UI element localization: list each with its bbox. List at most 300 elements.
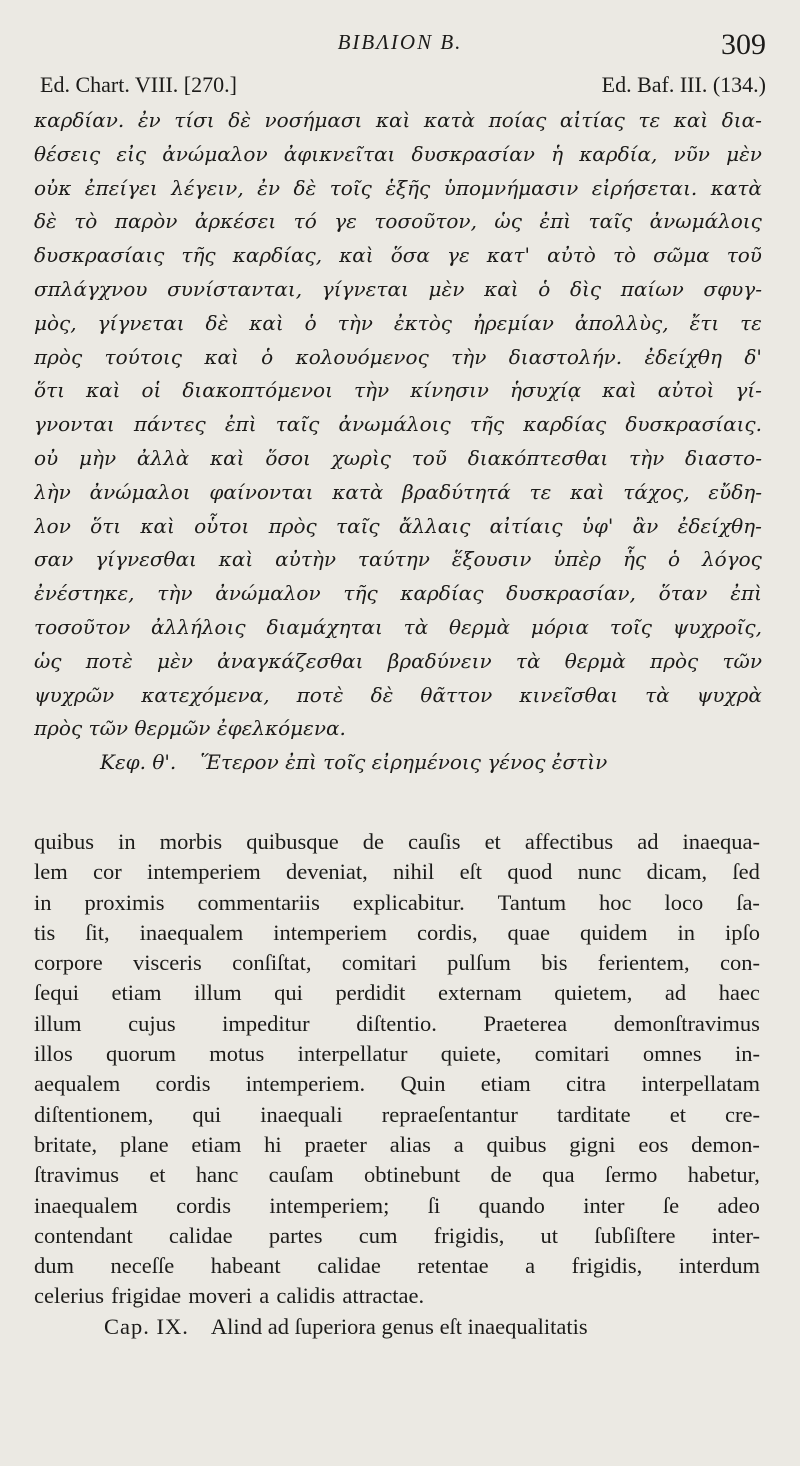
word: ἀλλὰ bbox=[136, 445, 190, 470]
word: motus bbox=[209, 1041, 265, 1067]
word: interpellatam bbox=[641, 1071, 760, 1097]
word: Praeterea bbox=[483, 1010, 568, 1036]
greek-line bbox=[34, 172, 762, 206]
word: ἀρκέσει bbox=[194, 209, 277, 234]
word: ſtravimus bbox=[34, 1162, 119, 1188]
word: τε bbox=[740, 310, 762, 335]
word: repraeſentantur bbox=[381, 1101, 518, 1127]
word: τοῖς bbox=[329, 175, 372, 200]
word: ὡς bbox=[494, 209, 522, 234]
word: comitari bbox=[341, 950, 417, 976]
word: cordis, bbox=[416, 919, 478, 945]
word: καὶ bbox=[218, 547, 254, 572]
word: πάντες bbox=[133, 412, 206, 437]
word: διαμάχηται bbox=[266, 614, 383, 639]
word: in bbox=[118, 829, 136, 854]
greek-line bbox=[34, 341, 762, 375]
latin-line bbox=[34, 1039, 760, 1069]
word: eos bbox=[638, 1131, 669, 1157]
word: θέσεις bbox=[34, 141, 101, 166]
word: γί- bbox=[735, 378, 762, 403]
word: γίγνεται bbox=[321, 276, 409, 301]
word: ὁ bbox=[668, 547, 681, 572]
word: quibusque bbox=[246, 829, 339, 854]
word: διαστο- bbox=[685, 445, 762, 470]
word: τὴν bbox=[337, 310, 373, 335]
word: γνονται bbox=[34, 412, 115, 437]
word: diſtentionem, bbox=[34, 1101, 154, 1127]
word: ſit, bbox=[85, 919, 110, 945]
page-number: 309 bbox=[721, 28, 766, 61]
latin-line bbox=[34, 857, 760, 887]
word: ἐκτὸς bbox=[393, 310, 452, 335]
word: impeditur bbox=[222, 1010, 310, 1036]
word: διακοπτόμενοι bbox=[182, 378, 333, 403]
word: καὶ bbox=[85, 378, 121, 403]
word: ἂν bbox=[632, 513, 659, 538]
word: demonſtravimus bbox=[613, 1010, 760, 1036]
word: καὶ bbox=[673, 108, 709, 132]
word: δυσκρασίαν bbox=[411, 141, 535, 166]
word: ψυχρὰ bbox=[696, 682, 762, 707]
greek-line bbox=[34, 442, 762, 476]
word: λον bbox=[34, 513, 71, 538]
word: explicabitur. bbox=[352, 889, 465, 915]
word: νοσήμασι bbox=[264, 108, 363, 132]
word: hi bbox=[264, 1131, 282, 1157]
word: ὁ bbox=[538, 276, 551, 301]
word: comitari bbox=[534, 1041, 610, 1067]
greek-line bbox=[34, 307, 762, 341]
word: ψυχρῶν bbox=[34, 682, 115, 707]
latin-line bbox=[34, 1251, 760, 1281]
word: ἡ bbox=[551, 141, 564, 166]
word: neceſſe bbox=[110, 1253, 175, 1279]
word: a bbox=[525, 1253, 536, 1279]
word: praeter bbox=[304, 1131, 367, 1157]
word: cauſis bbox=[408, 829, 461, 854]
word: ἀνωμάλοις bbox=[649, 209, 762, 234]
word: ἀνώμαλον bbox=[215, 581, 321, 606]
word: τε bbox=[529, 479, 552, 504]
word: ταῖς bbox=[336, 513, 380, 538]
word: οὐ bbox=[34, 445, 59, 470]
word: ὑπομνήμασιν bbox=[443, 175, 579, 200]
word: τὴν bbox=[353, 378, 390, 403]
word: ἡσυχίᾳ bbox=[509, 378, 582, 403]
word: ἐπὶ bbox=[224, 412, 257, 437]
word: ὑπὲρ bbox=[553, 547, 602, 572]
word: ἀνώμαλοι bbox=[89, 479, 191, 504]
word: frigidis, bbox=[433, 1222, 505, 1248]
word: χωρὶς bbox=[331, 445, 391, 470]
greek-line bbox=[34, 679, 762, 713]
latin-line bbox=[34, 1160, 760, 1190]
word: λέγειν, bbox=[171, 175, 244, 200]
word: δὲ bbox=[293, 175, 317, 200]
word: καὶ bbox=[339, 243, 374, 268]
word: cordis bbox=[176, 1192, 232, 1218]
word: plane bbox=[119, 1131, 169, 1157]
word: ἐφελκόμενα. bbox=[216, 716, 346, 741]
word: κινεῖσθαι bbox=[519, 682, 619, 707]
word: et bbox=[669, 1101, 686, 1127]
word: retentae bbox=[417, 1253, 489, 1279]
word: μὲν bbox=[428, 276, 465, 301]
word: ſa- bbox=[736, 889, 760, 915]
word: quae bbox=[507, 919, 551, 945]
word: καὶ bbox=[210, 445, 245, 470]
word: τίσι bbox=[174, 108, 215, 132]
word: καὶ bbox=[249, 310, 284, 335]
word: μὲν bbox=[726, 141, 762, 166]
word: deveniat, bbox=[285, 859, 368, 885]
word: δὲ bbox=[34, 209, 57, 234]
word: τάχος, bbox=[623, 479, 690, 504]
word: εὔδη- bbox=[708, 479, 762, 504]
word: quod bbox=[507, 859, 553, 885]
word: βραδύτητά bbox=[402, 479, 511, 504]
word: καὶ bbox=[570, 479, 605, 504]
word: τὰ bbox=[645, 682, 670, 707]
word: Tantum bbox=[497, 889, 567, 915]
word: obtinebunt bbox=[363, 1162, 461, 1188]
word: ſubſiſtere bbox=[594, 1222, 676, 1248]
word: ἐδείχθη bbox=[644, 344, 722, 369]
word: αὐτὸ bbox=[547, 243, 596, 268]
word: τὴν bbox=[629, 445, 665, 470]
word: qui bbox=[274, 980, 303, 1006]
word: ἕξουσιν bbox=[451, 547, 532, 572]
latin-line bbox=[34, 888, 760, 918]
word: illos bbox=[34, 1041, 73, 1067]
latin-line bbox=[34, 918, 760, 948]
latin-text-block bbox=[34, 827, 760, 1342]
word: δια- bbox=[721, 108, 762, 132]
word: τὸ bbox=[74, 209, 98, 234]
word: partes bbox=[268, 1222, 323, 1248]
word: ſi bbox=[427, 1192, 441, 1218]
word: etiam bbox=[480, 1071, 531, 1097]
word: παρὸν bbox=[114, 209, 178, 234]
word: ἐνέστηκε, bbox=[34, 581, 135, 606]
word: κατὰ bbox=[423, 108, 476, 132]
word: δὲ bbox=[370, 682, 394, 707]
latin-line bbox=[34, 1221, 760, 1251]
word: ὅσοι bbox=[265, 445, 311, 470]
word: τούτοις bbox=[104, 344, 182, 369]
word: ταῖς bbox=[275, 412, 320, 437]
word: ποίας bbox=[488, 108, 547, 132]
word: ἄλλαις bbox=[398, 513, 471, 538]
latin-chapter-opening: Alind ad ſuperiora genus eſt inaequalitatis bbox=[210, 1313, 588, 1339]
word: interpellatur bbox=[297, 1041, 408, 1067]
word: conſiſtat, bbox=[232, 950, 312, 976]
word: gigni bbox=[569, 1131, 616, 1157]
word: σφυγ- bbox=[703, 276, 762, 301]
greek-line bbox=[34, 408, 762, 442]
word: ut bbox=[540, 1222, 559, 1248]
word: omnes bbox=[642, 1041, 702, 1067]
word: πρὸς bbox=[34, 344, 83, 369]
word: αὐτὴν bbox=[275, 547, 337, 572]
word: δυσκρασίαις. bbox=[625, 412, 762, 437]
word: attractae. bbox=[342, 1283, 425, 1309]
word: καὶ bbox=[602, 378, 637, 403]
word: δὶς bbox=[569, 276, 602, 301]
greek-line bbox=[34, 645, 762, 679]
word: haec bbox=[718, 980, 760, 1006]
word: τοῖς bbox=[609, 614, 652, 639]
word: τὰ bbox=[515, 648, 541, 673]
word: etiam bbox=[191, 1131, 242, 1157]
latin-line bbox=[34, 1191, 760, 1221]
latin-line bbox=[34, 1009, 760, 1039]
greek-line bbox=[34, 611, 762, 645]
word: τὴν bbox=[157, 581, 193, 606]
word: dum bbox=[34, 1253, 75, 1279]
word: illum bbox=[34, 1010, 82, 1036]
word: θᾶττον bbox=[420, 682, 493, 707]
word: κατὰ bbox=[332, 479, 384, 504]
word: perdidit bbox=[335, 980, 406, 1006]
word: nunc bbox=[577, 859, 622, 885]
word: οὗτοι bbox=[194, 513, 250, 538]
word: αἰτίας bbox=[559, 108, 625, 132]
word: ὅτι bbox=[34, 378, 65, 403]
word: illum bbox=[194, 980, 242, 1006]
word: πρὸς bbox=[34, 716, 83, 741]
word: καρδίας, bbox=[232, 243, 323, 268]
word: ἀπολλὺς, bbox=[574, 310, 669, 335]
word: visceris bbox=[133, 950, 202, 976]
word: in bbox=[34, 889, 52, 915]
word: cauſam bbox=[268, 1162, 334, 1188]
word: τε bbox=[638, 108, 661, 132]
word: externam bbox=[437, 980, 522, 1006]
word: diſtentio. bbox=[356, 1010, 437, 1036]
word: τῆς bbox=[469, 412, 505, 437]
word: πρὸς bbox=[268, 513, 317, 538]
greek-chapter-opening: Ἕτερον ἐπὶ τοῖς εἰρημένοις γένος ἐστὶν bbox=[200, 750, 608, 775]
word: νῦν bbox=[673, 141, 710, 166]
word: frigidae bbox=[111, 1283, 182, 1309]
word: ὅτι bbox=[90, 513, 122, 538]
greek-text-block bbox=[34, 104, 762, 780]
word: ἔτι bbox=[689, 310, 720, 335]
word: ad bbox=[637, 829, 659, 854]
word: τοσοῦτον, bbox=[374, 209, 477, 234]
word: cordis bbox=[155, 1071, 211, 1097]
greek-line bbox=[34, 273, 762, 307]
word: inaequali bbox=[260, 1101, 343, 1127]
word: ὁ bbox=[261, 344, 274, 369]
word: et bbox=[484, 829, 501, 854]
word: θερμὰ bbox=[564, 648, 626, 673]
word: lem bbox=[34, 859, 68, 885]
word: αἰτίαις bbox=[489, 513, 563, 538]
word: σαν bbox=[34, 547, 74, 572]
word: tarditate bbox=[556, 1101, 631, 1127]
edition-references bbox=[40, 72, 766, 98]
word: intemperiem bbox=[273, 919, 387, 945]
word: τὸ bbox=[612, 243, 637, 268]
word: in- bbox=[734, 1041, 760, 1067]
word: qui bbox=[192, 1101, 222, 1127]
word: contendant bbox=[34, 1222, 133, 1248]
word: inter bbox=[583, 1192, 625, 1218]
word: ἠρεμίαν bbox=[472, 310, 554, 335]
word: παίων bbox=[620, 276, 684, 301]
word: ἐδείχθη- bbox=[677, 513, 762, 538]
word: quietem, bbox=[554, 980, 633, 1006]
word: ἀναγκάζεσθαι bbox=[217, 648, 364, 673]
word: ψυχροῖς, bbox=[672, 614, 762, 639]
word: αὐτοὶ bbox=[657, 378, 715, 403]
word: καρδίας bbox=[400, 581, 484, 606]
greek-line bbox=[34, 138, 762, 172]
word: qua bbox=[542, 1162, 575, 1188]
word: quibus bbox=[486, 1131, 547, 1157]
latin-line bbox=[34, 948, 760, 978]
word: δ' bbox=[744, 344, 762, 369]
word: θερμῶν bbox=[134, 716, 211, 741]
word: δυσκρασίαν, bbox=[506, 581, 636, 606]
word: ὅσα bbox=[390, 243, 430, 268]
word: hoc bbox=[599, 889, 632, 915]
word: calidae bbox=[317, 1253, 381, 1279]
word: etiam bbox=[111, 980, 162, 1006]
word: habetur, bbox=[687, 1162, 760, 1188]
word: ὅταν bbox=[658, 581, 708, 606]
word: καὶ bbox=[140, 513, 175, 538]
word: ἀλλήλοις bbox=[151, 614, 246, 639]
word: quorum bbox=[106, 1041, 177, 1067]
word: ὡς bbox=[34, 648, 62, 673]
running-title: ΒΙΒΛΙΟΝ Β. bbox=[337, 30, 463, 54]
word: εἰρήσεται. bbox=[591, 175, 698, 200]
word: κατὰ bbox=[710, 175, 762, 200]
word: aequalem bbox=[34, 1071, 121, 1097]
word: ſermo bbox=[604, 1162, 658, 1188]
word: διαστολήν. bbox=[508, 344, 623, 369]
latin-line bbox=[34, 1130, 760, 1160]
word: interdum bbox=[678, 1253, 760, 1279]
word: cor bbox=[93, 859, 122, 885]
word: γίγνεται bbox=[97, 310, 185, 335]
word: θερμὰ bbox=[449, 614, 511, 639]
word: de bbox=[362, 829, 384, 854]
word: ἐπείγει bbox=[84, 175, 158, 200]
word: tis bbox=[34, 919, 56, 945]
word: cre- bbox=[725, 1101, 760, 1127]
latin-line bbox=[34, 1069, 760, 1099]
word: καρδίας bbox=[523, 412, 607, 437]
word: τὰ bbox=[403, 614, 429, 639]
greek-line bbox=[34, 476, 762, 510]
word: διακόπτεσθαι bbox=[467, 445, 609, 470]
word: ἐπὶ bbox=[539, 209, 572, 234]
greek-line bbox=[34, 104, 762, 138]
word: ſequi bbox=[34, 980, 79, 1006]
word: οἱ bbox=[141, 378, 162, 403]
latin-line bbox=[34, 978, 760, 1008]
word: pulſum bbox=[447, 950, 511, 976]
word: ἑξῆς bbox=[385, 175, 431, 200]
word: adeo bbox=[717, 1192, 760, 1218]
word: λὴν bbox=[34, 479, 71, 504]
word: moveri bbox=[188, 1283, 253, 1309]
word: cum bbox=[358, 1222, 398, 1248]
word: inter- bbox=[711, 1222, 760, 1248]
word: ὁ bbox=[304, 310, 317, 335]
word: proximis bbox=[84, 889, 165, 915]
word: γε bbox=[334, 209, 357, 234]
greek-line bbox=[34, 205, 762, 239]
word: quiete, bbox=[440, 1041, 502, 1067]
edition-reference-chartier: Ed. Chart. VIII. [270.] bbox=[40, 72, 237, 97]
word: φαίνονται bbox=[209, 479, 314, 504]
word: celerius bbox=[34, 1283, 104, 1309]
word: συνίστανται, bbox=[167, 276, 303, 301]
word: intemperiem; bbox=[269, 1192, 390, 1218]
word: citra bbox=[566, 1071, 606, 1097]
word: καὶ bbox=[204, 344, 239, 369]
word: ipſo bbox=[724, 919, 760, 945]
word: ἀνώμαλον bbox=[162, 141, 268, 166]
word: λόγος bbox=[701, 547, 762, 572]
word: hanc bbox=[195, 1162, 239, 1188]
word: de bbox=[490, 1162, 512, 1188]
word: καὶ bbox=[375, 108, 411, 132]
word: κατεχόμενα, bbox=[141, 682, 270, 707]
greek-line bbox=[34, 239, 762, 273]
word: καρδίαν. bbox=[34, 108, 125, 132]
word: quidem bbox=[580, 919, 648, 945]
word: calidis bbox=[276, 1283, 336, 1309]
greek-line bbox=[34, 510, 762, 544]
word: calidae bbox=[168, 1222, 233, 1248]
word: inaequalem bbox=[34, 1192, 138, 1218]
word: τοῦ bbox=[411, 445, 447, 470]
latin-line bbox=[34, 827, 760, 857]
word: καὶ bbox=[484, 276, 519, 301]
word: ἀφικνεῖται bbox=[283, 141, 396, 166]
word: inaequa- bbox=[682, 829, 760, 854]
word: μὸς, bbox=[34, 310, 77, 335]
word: γίγνεσθαι bbox=[95, 547, 197, 572]
latin-line bbox=[34, 1281, 760, 1311]
word: et bbox=[149, 1162, 166, 1188]
word: εἰς bbox=[116, 141, 147, 166]
word: τοσοῦτον bbox=[34, 614, 131, 639]
word: inaequalem bbox=[139, 919, 244, 945]
word: ſe bbox=[662, 1192, 680, 1218]
word: καρδία, bbox=[579, 141, 658, 166]
word: σπλάγχνου bbox=[34, 276, 148, 301]
word: σῶμα bbox=[653, 243, 710, 268]
word: con- bbox=[719, 950, 760, 976]
word: ποτὲ bbox=[296, 682, 344, 707]
word: ἐν bbox=[257, 175, 281, 200]
greek-line bbox=[34, 543, 762, 577]
word: affectibus bbox=[524, 829, 614, 854]
word: μόρια bbox=[530, 614, 590, 639]
word: γε bbox=[447, 243, 470, 268]
word: in bbox=[677, 919, 695, 945]
word: ἧς bbox=[622, 547, 647, 572]
word: quibus bbox=[34, 829, 95, 854]
